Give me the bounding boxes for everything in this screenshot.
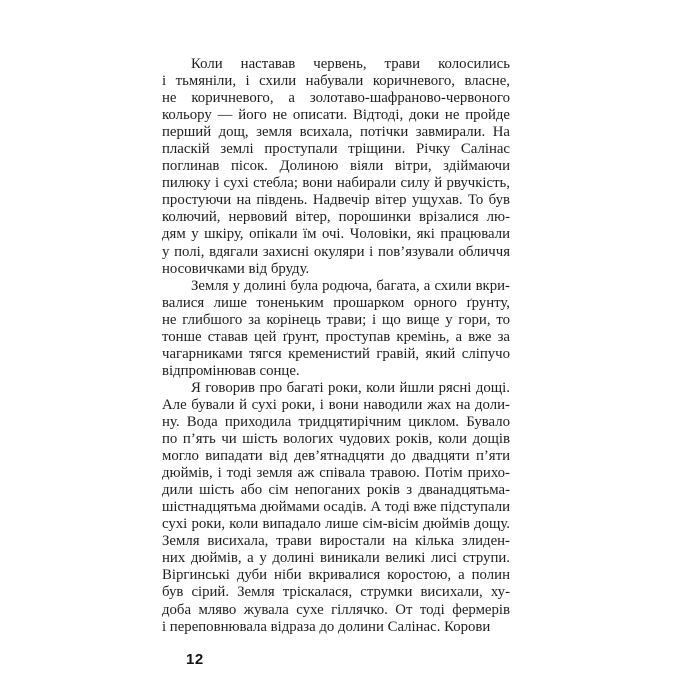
text-line: них дюймів, а у долині виникали великі лисі струпи. [162, 550, 510, 567]
text-line: пласкій землі проступали тріщини. Річку Салінас [162, 141, 510, 158]
text-line: дили шість або сім непоганих років з дванадцятьма- [162, 482, 510, 499]
text-line: кольору — його не описати. Відтоді, доки не пройде [162, 107, 510, 124]
text-line: Земля у долині була родюча, багата, а схили вкри- [191, 277, 510, 294]
text-line: і тьмяніли, і схили набували коричневого, власне, [162, 73, 510, 90]
text-line: шістнадцятьма дюймами осадів. А тоді вже підступали [162, 499, 510, 516]
text-line: пилюку і сухі стебла; вони набирали силу й рвучкість, [162, 175, 510, 192]
text-line: відпромінював сонце. [162, 362, 300, 379]
text-line: Коли наставав червень, трави колосились [191, 56, 510, 72]
text-line: був сірий. Земля тріскалася, струмки висихали, ху- [162, 584, 510, 601]
text-line: Я говорив про багаті роки, коли йшли рясні дощі. [191, 379, 510, 396]
text-line: дям у шкіру, опікали їм очі. Чоловіки, які працювали [162, 226, 510, 243]
text-line: простуючи на південь. Надвечір вітер ущухав. То був [162, 192, 510, 209]
text-line: валися лише тоненьким прошарком орного ґрунту, [162, 294, 510, 311]
text-line: не глибшого за корінець трави; і що вище у гори, то [162, 311, 510, 328]
text-line: носовичками від бруду. [162, 260, 310, 277]
text-line: поглинав пісок. Долиною віяли вітри, здіймаючи [162, 158, 510, 175]
text-line: доба мляво жувала сухе гіллячко. От тоді фермерів [162, 601, 510, 618]
text-line: сухі роки, коли випадало лише сім-вісім дюймів дощу. [162, 516, 510, 533]
text-line: по п’ять чи шість вологих чудових років, коли дощів [162, 431, 510, 448]
text-line: і переповнювала відраза до долини Салінас. Корови [162, 618, 491, 635]
text-line: дюймів, і тоді земля аж співала травою. Потім прихо- [162, 465, 510, 482]
body-text-block [162, 56, 510, 636]
page-number: 12 [186, 651, 204, 668]
text-line: ну. Вода приходила тридцятирічним циклом. Бувало [162, 413, 510, 430]
text-line: перший дощ, земля всихала, потічки завмирали. На [162, 124, 510, 141]
text-line: Віргинські дуби ніби вкривалися коростою, а полин [162, 567, 510, 584]
text-line: у полі, вдягали захисні окуляри і пов’язували обличчя [162, 243, 510, 260]
text-line: колючий, нервовий вітер, порошинки врізалися лю- [162, 209, 510, 226]
text-line: Земля висихала, трави виростали на кілька злиден- [162, 533, 510, 550]
text-line: могло випадати від дев’ятнадцяти до двадцяти п’яти [162, 448, 510, 465]
text-line: чагарниками тягся кременистий гравій, який сліпучо [162, 345, 510, 362]
text-line: Але бували й сухі роки, і вони наводили жах на доли- [162, 396, 510, 413]
text-line: тонше ставав цей ґрунт, проступав кремінь, а вже за [162, 328, 510, 345]
text-line: не коричневого, а золотаво-шафраново-червоного [162, 90, 510, 107]
